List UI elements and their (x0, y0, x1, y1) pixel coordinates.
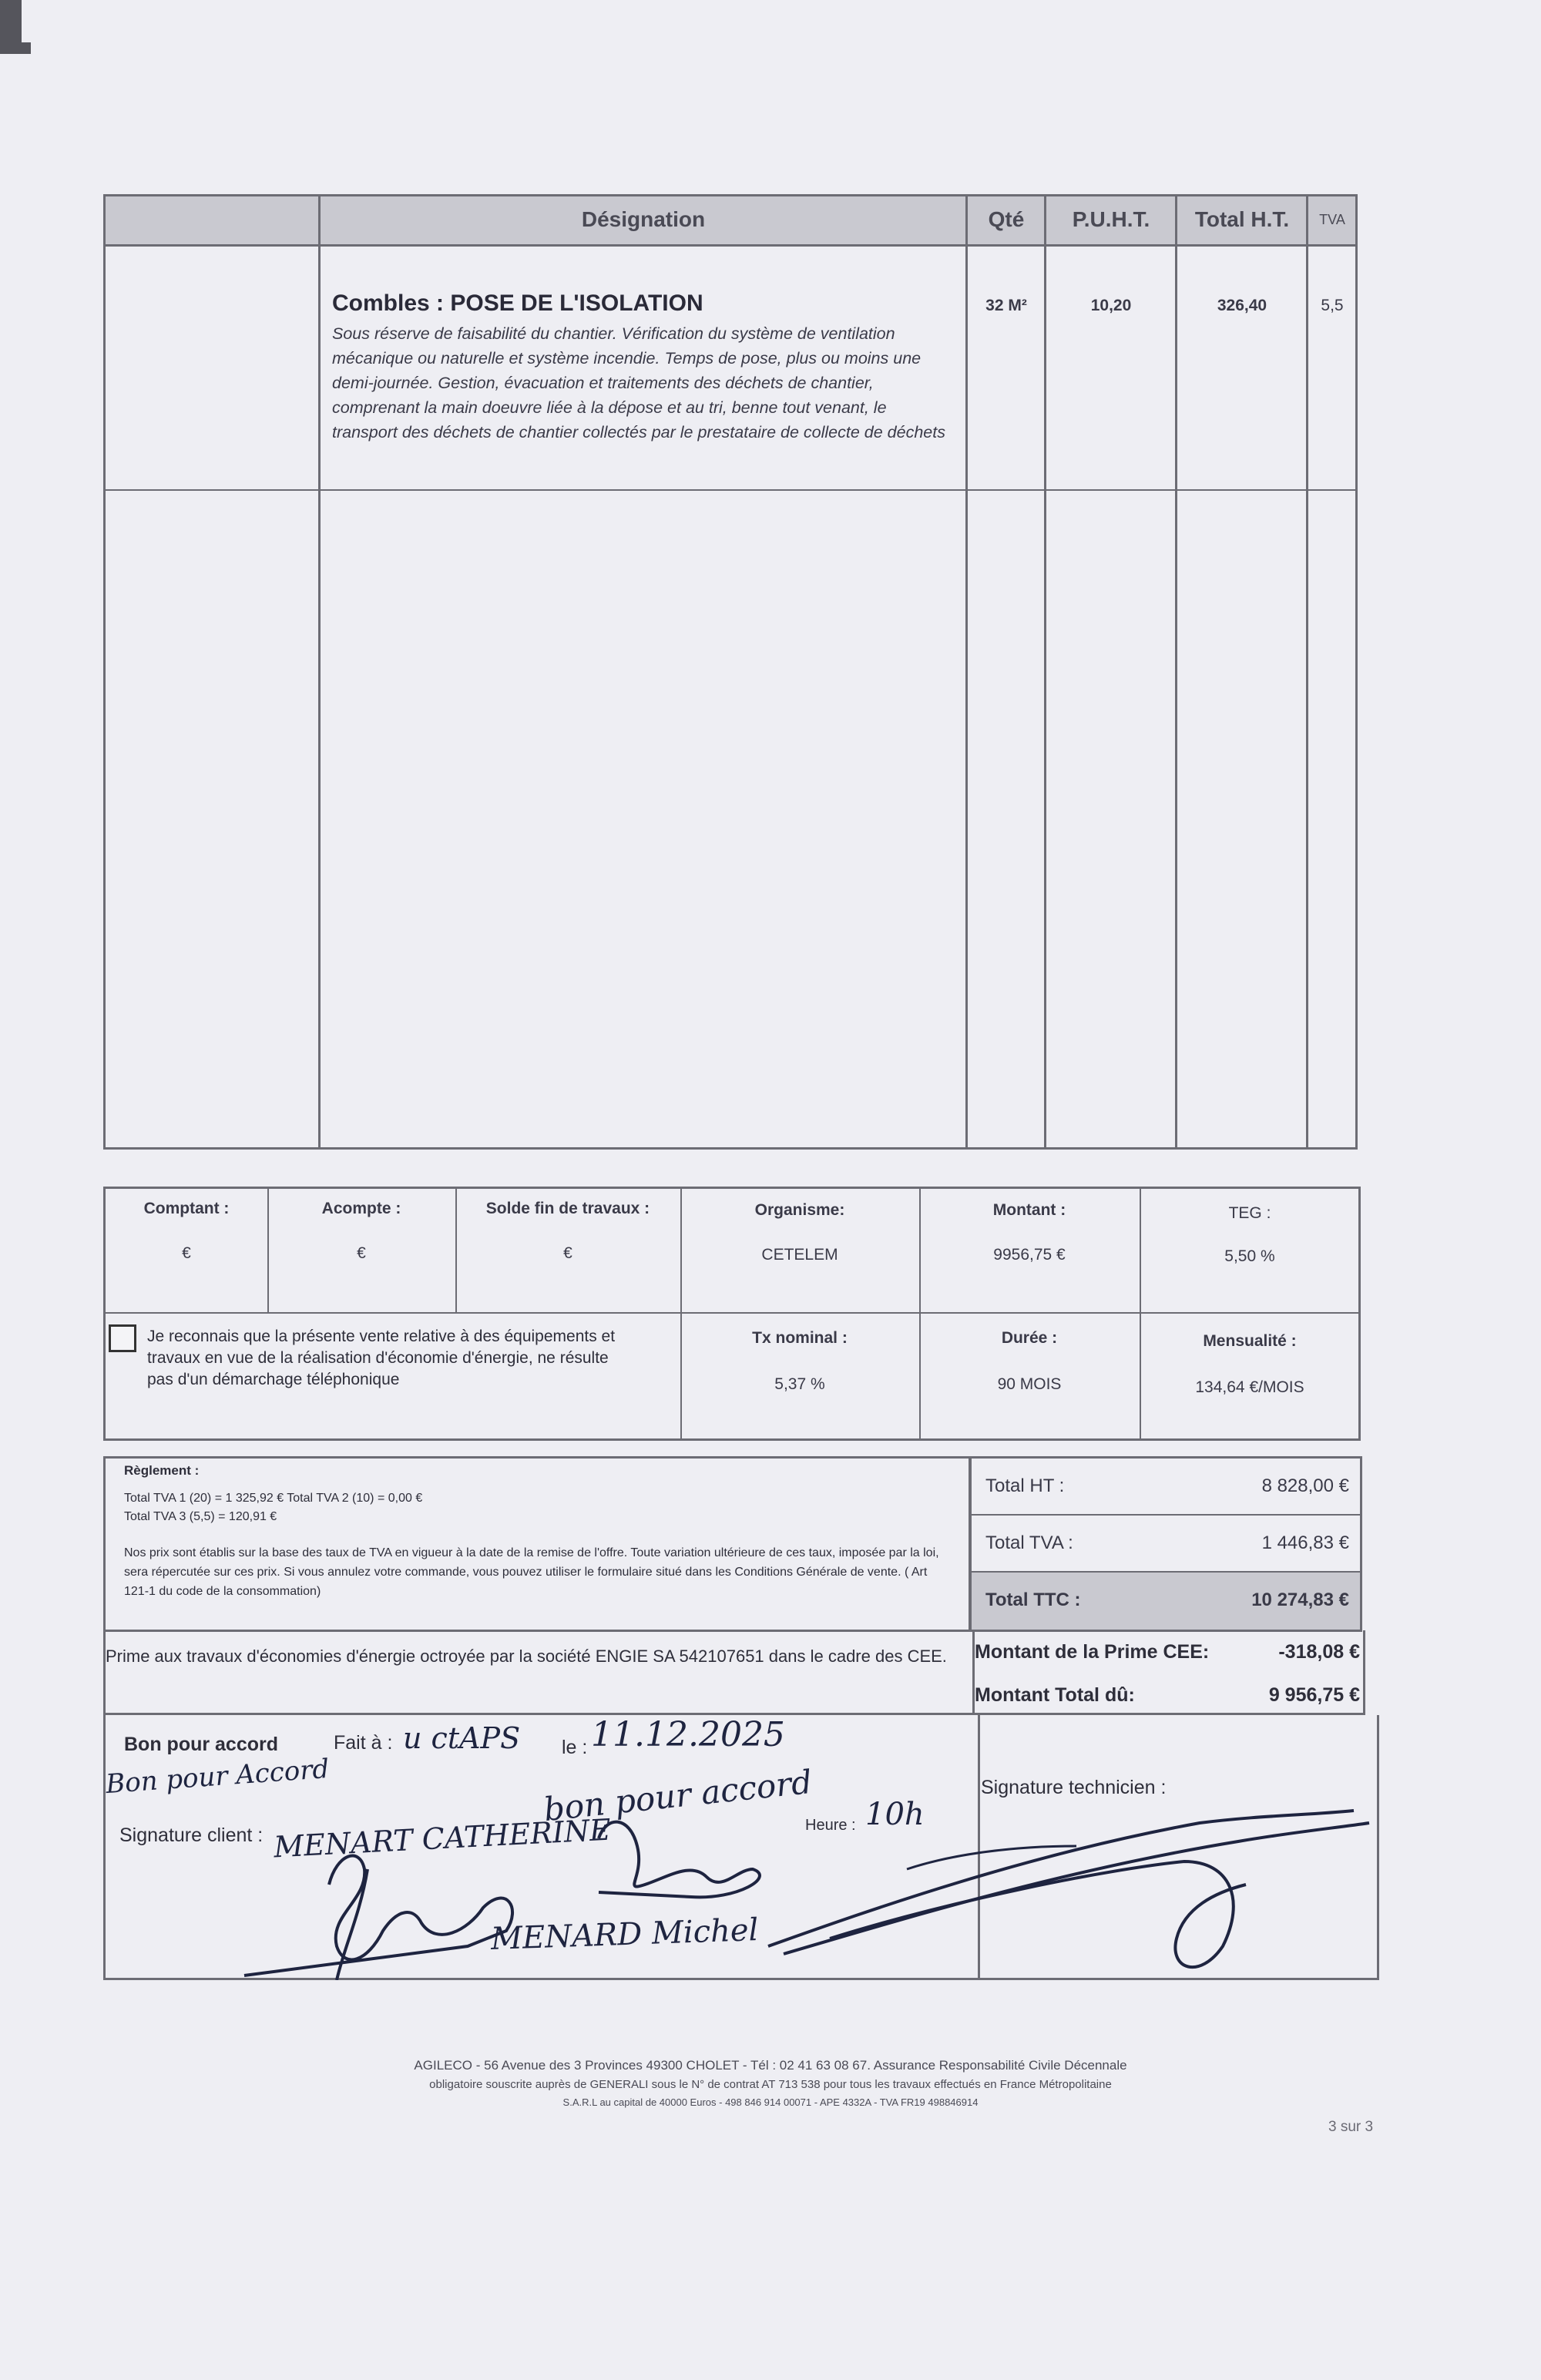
duree-label: Durée : (1001, 1329, 1058, 1347)
total-ht-row (972, 1459, 1360, 1516)
footer-line1: AGILECO - 56 Avenue des 3 Provinces 49300 CHOLET - Tél : 02 41 63 08 67. Assurance Responsabilité Civile Décennale (414, 2058, 1127, 2073)
footer-line2: obligatoire souscrite auprès de GENERALI sous le N° de contrat AT 713 538 pour tous les travaux effectués en France Métropolitaine (429, 2078, 1112, 2091)
declaration-checkbox[interactable] (109, 1324, 136, 1352)
tx-nominal-label: Tx nominal : (752, 1329, 848, 1347)
comptant-value: € (182, 1244, 191, 1262)
mensualite-value: 134,64 €/MOIS (1195, 1378, 1304, 1396)
declaration-text: Je reconnais que la présente vente relative à des équipements et travaux en vue de la réalisation d'économie d'énergie, ne résulte pas d'un démarchage téléphonique (147, 1328, 616, 1388)
fait-a-label: Fait à : (334, 1732, 393, 1754)
fin-row-divider (106, 1312, 1358, 1314)
footer-line3: S.A.R.L au capital de 40000 Euros - 498 846 914 00071 - APE 4332A - TVA FR19 498846914 (562, 2096, 979, 2108)
total-ht-value: 8 828,00 € (1261, 1475, 1349, 1496)
column-divider (1044, 196, 1046, 1147)
cee-prime-row (975, 1630, 1363, 1673)
solde-value: € (563, 1244, 572, 1262)
cee-block (972, 1630, 1365, 1715)
fait-a-value: u ctAPS (403, 1721, 521, 1755)
header-total-ht: Total H.T. (1194, 207, 1290, 231)
bon-pour-accord-label: Bon pour accord (124, 1734, 279, 1755)
item-unit-price: 10,20 (1090, 297, 1132, 314)
financing-block (103, 1187, 1361, 1441)
total-tva-value: 1 446,83 € (1261, 1532, 1349, 1553)
reglement-title: Règlement : (124, 1463, 200, 1478)
reglement-text: Nos prix sont établis sur la base des taux de TVA en vigueur à la date de la remise de l'offre. Toute variation ultérieure de ces taux, imposée par la loi, sera répercutée sur ces prix. Si vous annulez votre commande, vous pouvez utiliser le formulaire situé dans les Conditions Générale de vente. ( Art 121-1 du code de la consommation) (124, 1546, 939, 1598)
column-divider (318, 196, 321, 1147)
total-ttc-label: Total TTC : (985, 1589, 1081, 1610)
item-total-ht: 326,40 (1217, 297, 1267, 314)
prime-block (103, 1630, 979, 1715)
page-number: 3 sur 3 (1328, 2119, 1374, 2135)
solde-label: Solde fin de travaux : (485, 1200, 650, 1217)
amount-due-row (975, 1673, 1363, 1717)
organisme-label: Organisme: (754, 1201, 845, 1219)
column-divider (1306, 196, 1308, 1147)
fin-divider (919, 1189, 921, 1438)
total-ttc-row (972, 1573, 1360, 1630)
tx-nominal-value: 5,37 % (774, 1375, 825, 1393)
reglement-tva-line2: Total TVA 3 (5,5) = 120,91 € (124, 1510, 277, 1523)
comptant-label: Comptant : (143, 1200, 230, 1217)
signature-technicien-label: Signature technicien : (981, 1777, 1167, 1798)
handwritten-signatures (106, 1715, 1382, 1980)
totals-block (969, 1456, 1362, 1632)
cee-prime-label: Montant de la Prime CEE: (975, 1641, 1210, 1663)
item-title: Combles : POSE DE L'ISOLATION (332, 290, 703, 316)
column-divider (1175, 196, 1177, 1147)
teg-value: 5,50 % (1224, 1247, 1275, 1265)
items-table (103, 194, 1358, 1150)
organisme-value: CETELEM (761, 1246, 838, 1264)
acompte-label: Acompte : (321, 1200, 401, 1217)
header-unit-price: P.U.H.T. (1072, 207, 1150, 231)
acompte-value: € (357, 1244, 366, 1262)
cee-prime-value: -318,08 € (1278, 1641, 1360, 1663)
header-designation: Désignation (581, 207, 706, 231)
amount-due-label: Montant Total dû: (975, 1684, 1135, 1706)
reglement-block (103, 1456, 971, 1632)
reglement-tva-lines (124, 1489, 422, 1526)
item-description: Sous réserve de faisabilité du chantier. Vérification du système de ventilation mécanique ou naturelle et système incendie. Temps de pose, plus ou moins une demi-journée. Gestion, évacuation et traitements des déchets de chantier, comprenant la main doeuvre liée à la dépose et au tri, benne tout venant, le transport des déchets de chantier collectés par le prestataire de collecte de déchets (332, 324, 945, 441)
footer (231, 2056, 1310, 2111)
montant-value: 9956,75 € (993, 1246, 1066, 1264)
handwritten-bon-pour-accord-2: bon pour accord (542, 1762, 814, 1829)
mensualite-label: Mensualité : (1203, 1332, 1297, 1350)
total-tva-label: Total TVA : (985, 1532, 1073, 1553)
signature-block (103, 1715, 1379, 1980)
heure-label: Heure : (805, 1817, 856, 1834)
header-tva: TVA (1319, 212, 1345, 227)
amount-due-value: 9 956,75 € (1268, 1684, 1360, 1706)
heure-value: 10h (865, 1797, 925, 1832)
date-value: 11.12.2025 (591, 1715, 785, 1754)
total-tva-row (972, 1516, 1360, 1573)
duree-value: 90 MOIS (997, 1375, 1062, 1393)
column-divider (965, 196, 968, 1147)
montant-label: Montant : (992, 1201, 1066, 1219)
total-ht-label: Total HT : (985, 1475, 1065, 1496)
row-divider (106, 489, 1355, 491)
date-label: le : (562, 1737, 588, 1758)
fin-divider (680, 1189, 682, 1438)
client-name-handwritten-2: MENARD Michel (490, 1912, 760, 1958)
scan-edge-gap (22, 0, 31, 42)
fin-divider (1140, 1189, 1141, 1438)
client-name-handwritten: MENART CATHERINE (273, 1812, 612, 1865)
reglement-tva-line1: Total TVA 1 (20) = 1 325,92 € Total TVA 2 (10) = 0,00 € (124, 1492, 423, 1505)
total-ttc-value: 10 274,83 € (1251, 1589, 1349, 1610)
handwritten-bon-pour-accord: Bon pour Accord (104, 1753, 331, 1801)
item-qty: 32 M² (985, 297, 1027, 314)
teg-label: TEG : (1228, 1204, 1271, 1222)
signature-client-label: Signature client : (119, 1824, 264, 1846)
item-tva: 5,5 (1321, 297, 1344, 314)
header-qty: Qté (988, 207, 1025, 231)
prime-text: Prime aux travaux d'économies d'énergie octroyée par la société ENGIE SA 542107651 dans le cadre des CEE. (106, 1647, 947, 1666)
